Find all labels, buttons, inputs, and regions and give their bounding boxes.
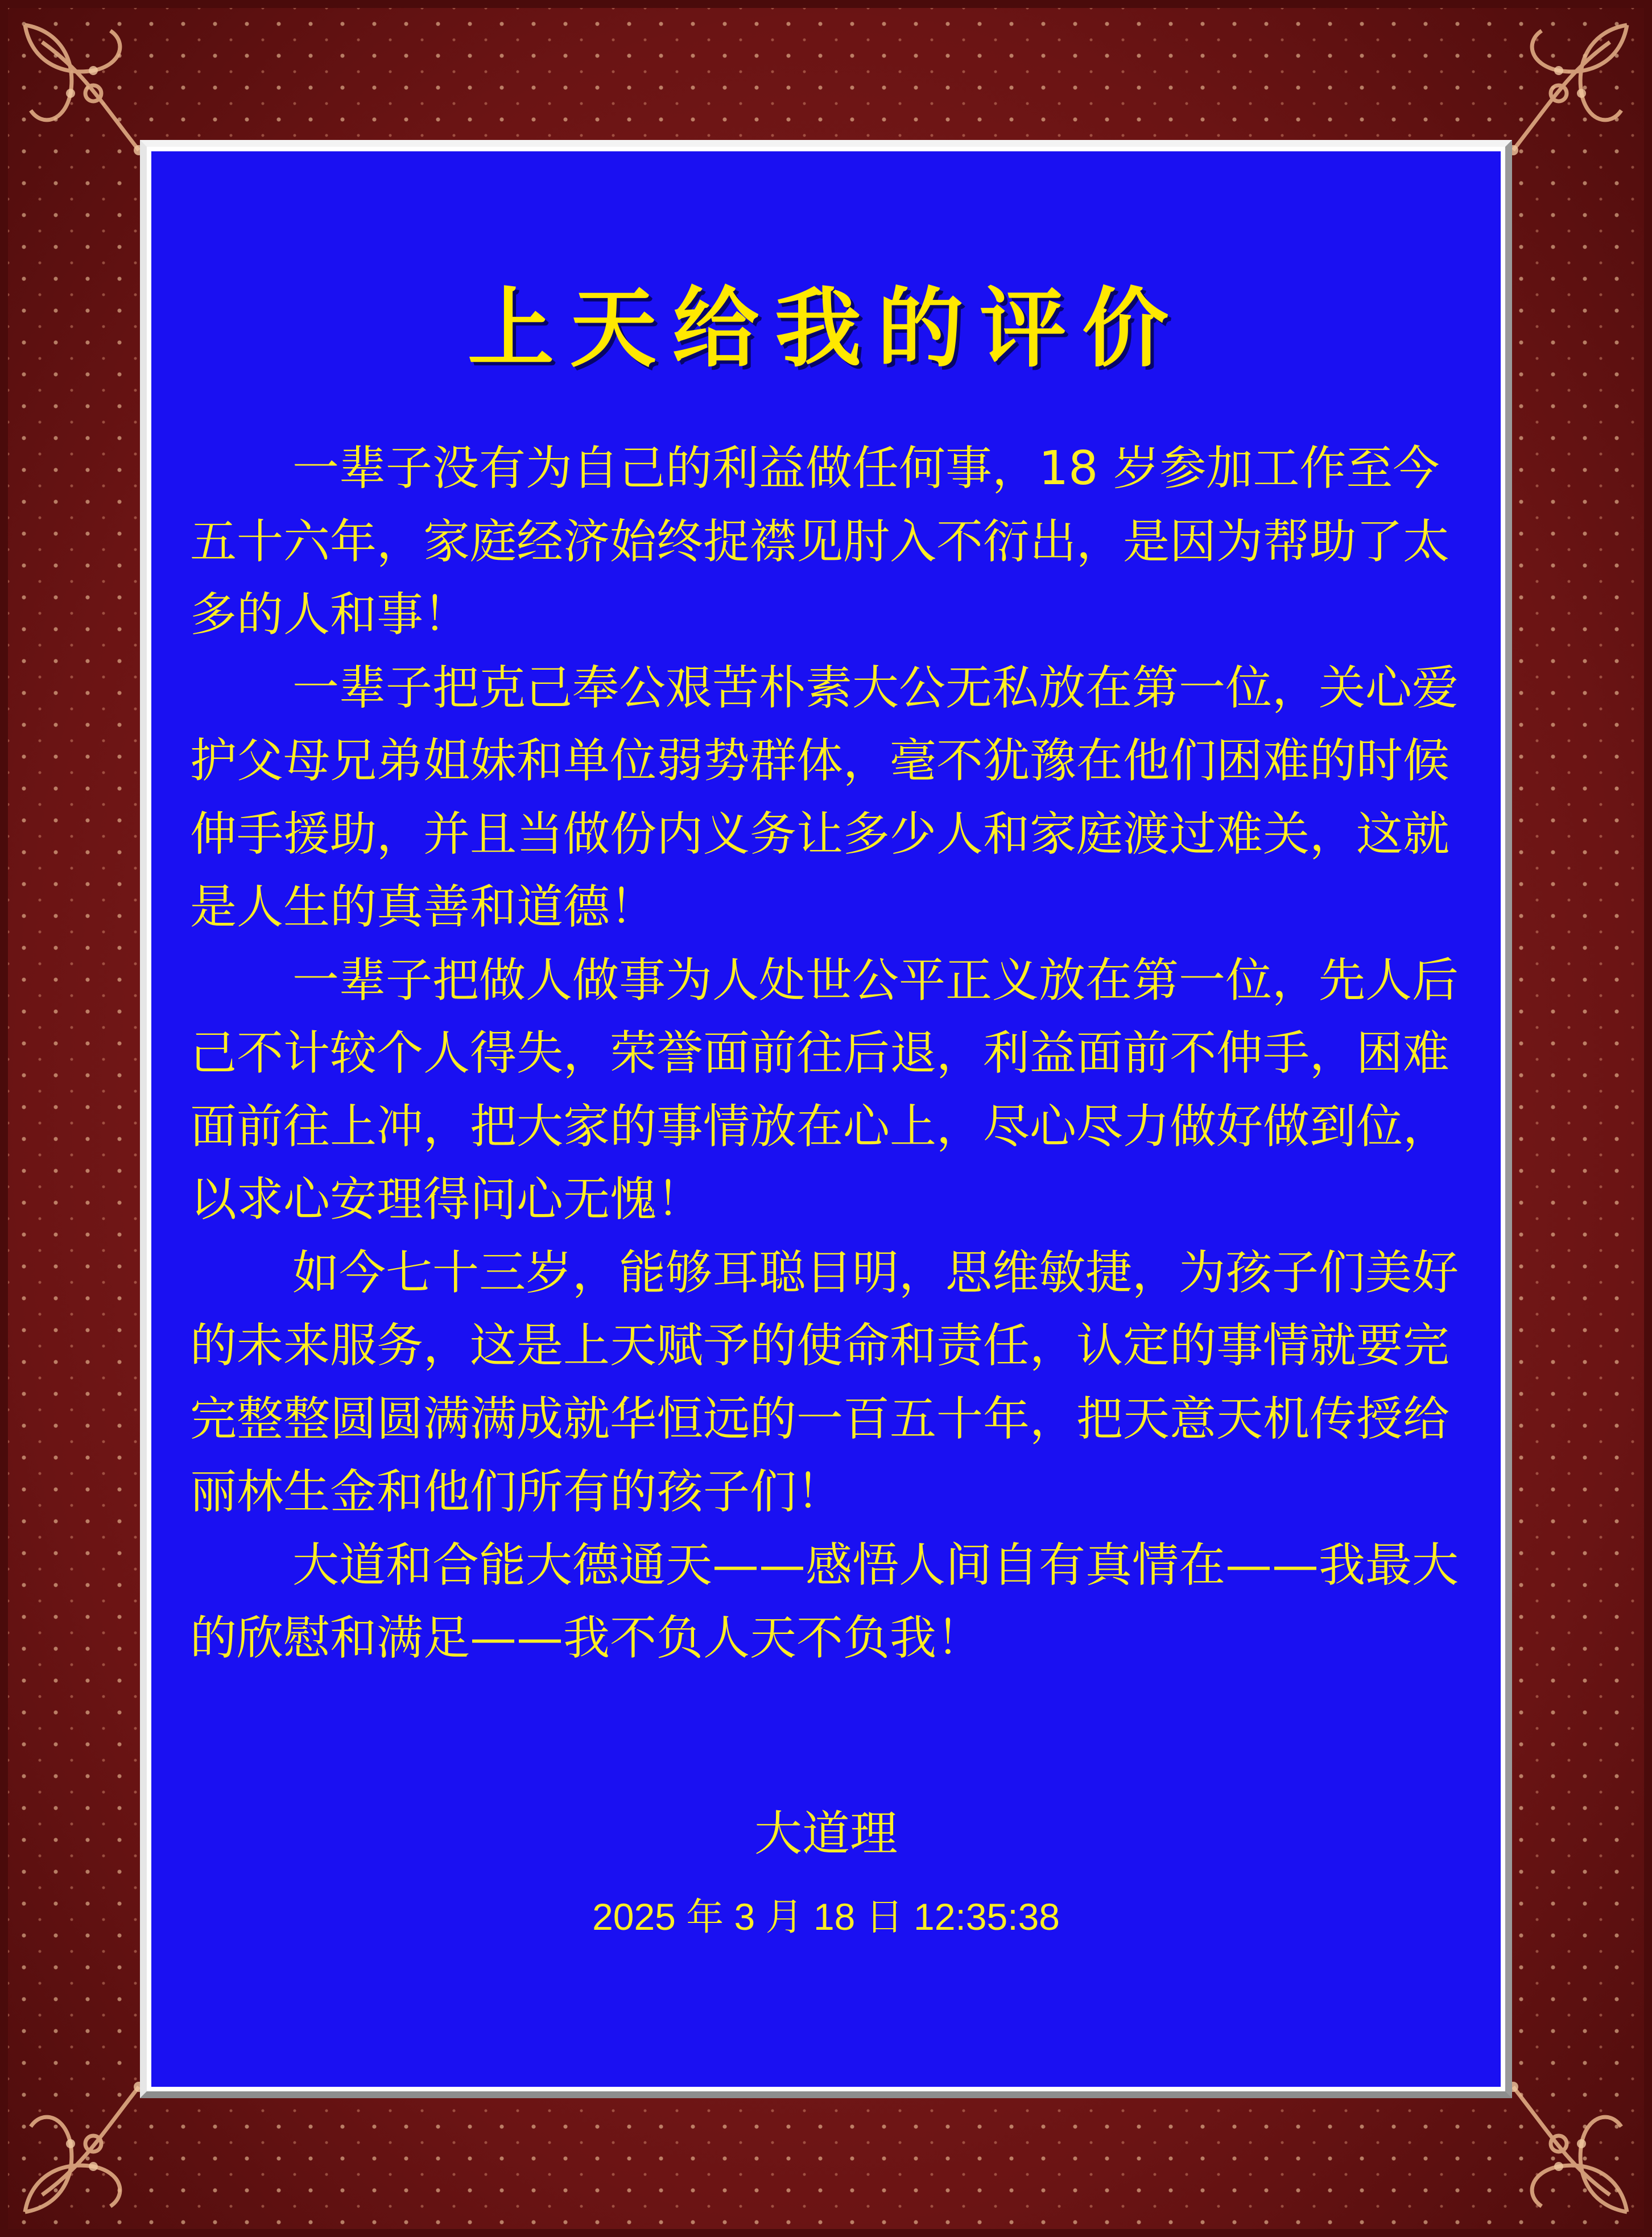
document-body	[190, 432, 1459, 1675]
paragraph: 一辈子没有为自己的利益做任何事，18 岁参加工作至今五十六年，家庭经济始终捉襟见肘入不衍出，是因为帮助了太多的人和事！	[190, 441, 1450, 642]
document-title: 上天给我的评价	[468, 277, 1184, 379]
paragraph: 大道和合能大德通天——感悟人间自有真情在——我最大的欣慰和满足——我不负人天不负我！	[190, 1538, 1459, 1665]
content-panel	[151, 151, 1501, 2087]
paragraph: 一辈子把克己奉公艰苦朴素大公无私放在第一位，关心爱护父母兄弟姐妹和单位弱势群体，毫不犹豫在他们困难的时候伸手援助，并且当做份内义务让多少人和家庭渡过难关，这就是人生的真善和道德！	[190, 661, 1459, 934]
paragraph: 一辈子把做人做事为人处世公平正义放在第一位，先人后己不计较个人得失，荣誉面前往后退，利益面前不伸手，困难面前往上冲，把大家的事情放在心上，尽心尽力做好做到位，以求心安理得问心无愧！	[190, 953, 1459, 1227]
date-stamp: 2025 年 3 月 18 日 12:35:38	[592, 1896, 1060, 1938]
signature: 大道理	[754, 1806, 898, 1862]
paragraph: 如今七十三岁，能够耳聪目明，思维敏捷，为孩子们美好的未来服务，这是上天赋予的使命和责任，认定的事情就要完完整整圆圆满满成就华恒远的一百五十年，把天意天机传授给丽林生金和他们所有的孩子们！	[190, 1245, 1459, 1519]
